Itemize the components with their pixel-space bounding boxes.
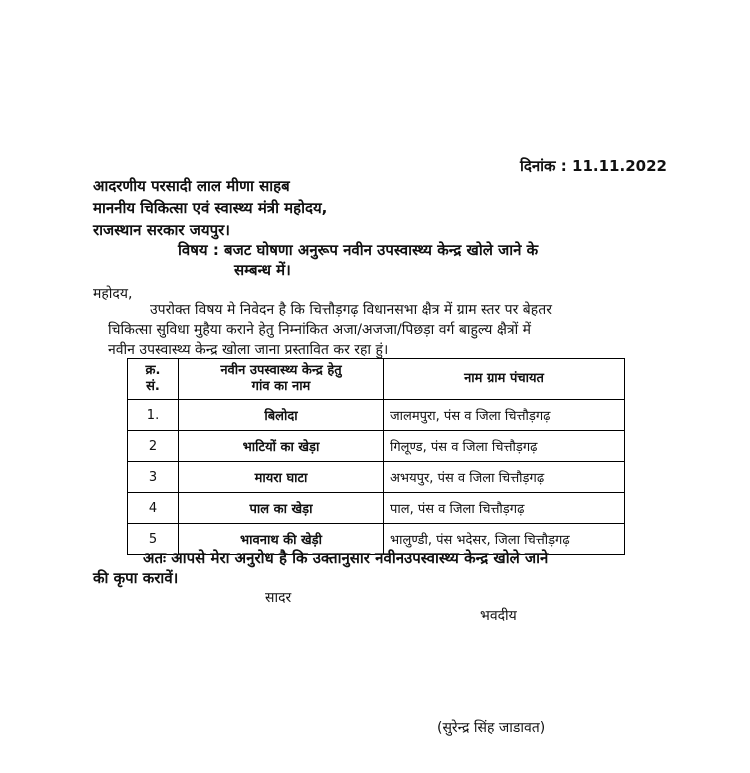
header-serial-line2: सं. (146, 379, 160, 394)
salutation: महोदय, (93, 286, 133, 302)
village-table (127, 358, 625, 555)
subject-line-1: विषय : बजट घोषणा अनुरूप नवीन उपस्वास्थ्य केन्द्र खोले जाने के (178, 241, 539, 259)
row-village: बिलोदा (179, 400, 384, 431)
recipient-office: राजस्थान सरकार जयपुर। (93, 221, 230, 239)
date-label: दिनांक : (520, 157, 567, 175)
signature-name: (सुरेन्द्र सिंह जाडावत) (437, 720, 546, 736)
row-village: पाल का खेड़ा (179, 493, 384, 524)
row-serial: 3 (128, 462, 179, 493)
date-value: 11.11.2022 (572, 157, 667, 175)
header-gram-panchayat: नाम ग्राम पंचायत (384, 359, 625, 400)
subject-line-2: सम्बन्ध में। (234, 261, 291, 279)
row-serial: 5 (128, 524, 179, 555)
row-gram-panchayat: अभयपुर, पंस व जिला चित्तौड़गढ़ (384, 462, 625, 493)
row-serial: 2 (128, 431, 179, 462)
header-village (179, 359, 384, 400)
header-serial-line1: क्र. (145, 363, 161, 378)
row-gram-panchayat: पाल, पंस व जिला चित्तौड़गढ़ (384, 493, 625, 524)
closing-line-1: अतः आपसे मेरा अनुरोध है कि उक्तानुसार नवीनउपस्वास्थ्य केन्द्र खोले जाने (143, 549, 549, 567)
recipient-name: आदरणीय परसादी लाल मीणा साहब (93, 177, 290, 195)
row-village: भाटियों का खेड़ा (179, 431, 384, 462)
row-serial: 1. (128, 400, 179, 431)
sadar-text: सादर (265, 590, 292, 606)
row-village: मायरा घाटा (179, 462, 384, 493)
body-line-1: उपरोक्त विषय मे निवेदन है कि चित्तौड़गढ़ विधानसभा क्षैत्र में ग्राम स्तर पर बेहतर (150, 302, 552, 318)
table-row (128, 431, 625, 462)
table-row (128, 493, 625, 524)
row-gram-panchayat: भालुण्डी, पंस भदेसर, जिला चित्तौड़गढ़ (384, 524, 625, 555)
body-line-2: चिकित्सा सुविधा मुहैया कराने हेतु निम्नांकित अजा/अजजा/पिछड़ा वर्ग बाहुल्य क्षैत्रों में (108, 322, 532, 338)
row-village: भावनाथ की खेड़ी (179, 524, 384, 555)
row-gram-panchayat: गिलूण्ड, पंस व जिला चित्तौड़गढ़ (384, 431, 625, 462)
bhavdiya-text: भवदीय (480, 608, 517, 624)
header-serial (128, 359, 179, 400)
date-line (520, 156, 667, 176)
table-row (128, 462, 625, 493)
header-village-line2: गांव का नाम (251, 379, 311, 394)
row-serial: 4 (128, 493, 179, 524)
row-gram-panchayat: जालमपुरा, पंस व जिला चित्तौड़गढ़ (384, 400, 625, 431)
table-row (128, 400, 625, 431)
recipient-designation: माननीय चिकित्सा एवं स्वास्थ्य मंत्री महोदय, (93, 199, 328, 217)
body-line-3: नवीन उपस्वास्थ्य केन्द्र खोला जाना प्रस्तावित कर रहा हुं। (108, 342, 389, 358)
header-village-line1: नवीन उपस्वास्थ्य केन्द्र हेतु (220, 363, 342, 378)
closing-line-2: की कृपा करावें। (93, 569, 179, 587)
table-header-row (128, 359, 625, 400)
